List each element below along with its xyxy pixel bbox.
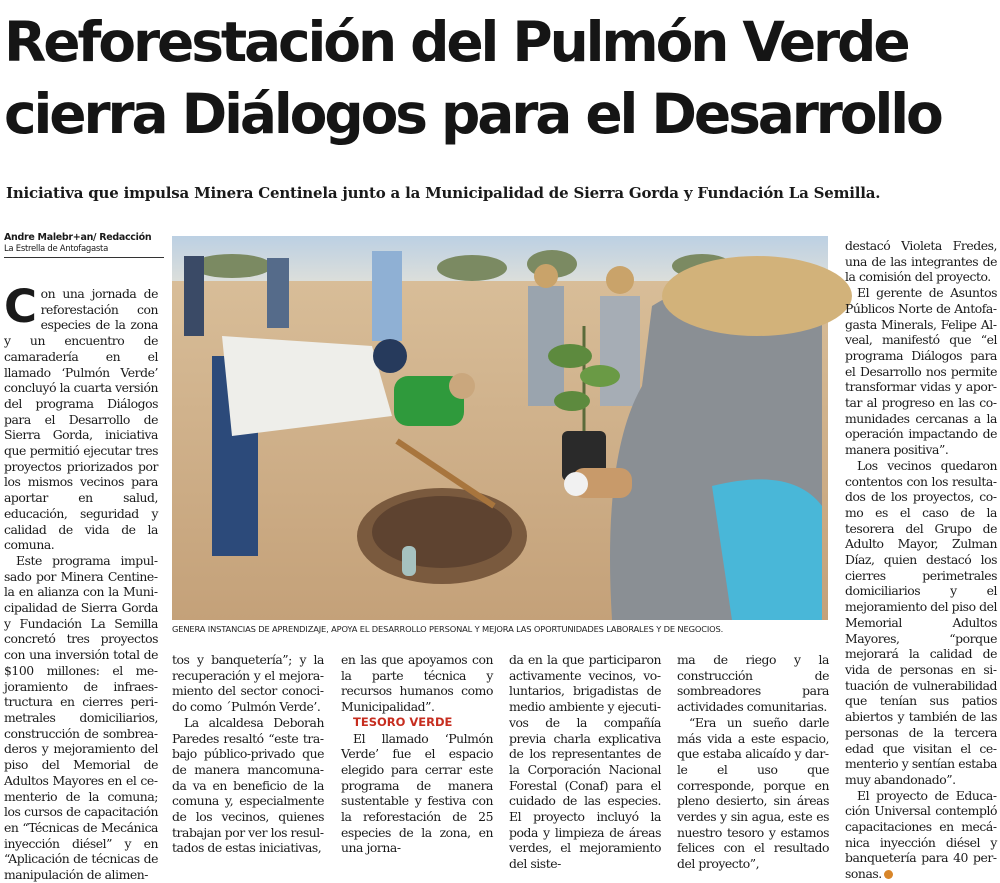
article-paragraph: Los vecinos quedaron contentos con los resultados de los proyectos, como es el caso de la tesorera del Grupo de Adulto Mayor, Zulman Díaz, quien destacó los cierres perimetrales domiciliarios y el mejoramiento del piso del Memorial Adultos Mayores, “porque mejorará la calidad de vida de personas en situación de vulnerabilidad que tenían sus patios abiertos y también de las personas de la tercera edad que visitan el cementerio y sentían estaba muy abandonado”.	[845, 457, 997, 787]
article-column-3	[341, 652, 493, 855]
article-paragraph: ma de riego y la construcción de sombreadores para actividades comunitarias.	[677, 652, 829, 715]
section-heading: TESORO VERDE	[353, 714, 453, 729]
headline-line-2: cierra Diálogos para el Desarrollo	[4, 82, 941, 146]
byline-divider	[4, 257, 164, 258]
byline	[4, 232, 164, 258]
drop-cap: C	[4, 280, 37, 333]
article-column-1	[4, 280, 158, 883]
article-paragraph: tos y banquetería”; y la recuperación y el mejoramiento del sector conocido como ´Pulmón Verde’.	[172, 652, 324, 715]
byline-author: Andre Malebr+an/ Redacción	[4, 232, 152, 243]
headline-line-1: Reforestación del Pulmón Verde	[4, 10, 908, 74]
article-paragraph: El llamado ‘Pulmón Verde’ fue el espacio elegido para cerrar este programa de manera sustentable y festiva con la reforestación de 25 especies de la zona, en una jorna-	[341, 730, 493, 856]
article-photo	[172, 236, 828, 620]
article-paragraph: La alcaldesa Deborah Paredes resaltó “este trabajo público-privado que de manera mancomunada va en beneficio de la comuna y, especialmente de los vecinos, quienes trabajan por ver los resultados de estas iniciativas,	[172, 714, 324, 856]
subheadline: Iniciativa que impulsa Minera Centinela junto a la Municipalidad de Sierra Gorda y Fundación La Semilla.	[6, 184, 881, 202]
irrigation-pipe	[402, 546, 416, 576]
article-column-4	[509, 652, 661, 872]
headline	[4, 6, 998, 150]
article-paragraph: Con una jornada de reforestación con especies de la zona y un encuentro de camaradería en el llamado ‘Pulmón Verde’ concluyó la cuarta versión del programa Diálogos para el Desarrollo de Sierra Gorda, iniciativa que permitió ejecutar tres proyectos priorizados por los mismos vecinos para aportar en salud, educación, seguridad y calidad de vida de la comuna.	[4, 280, 158, 553]
end-mark-icon	[884, 870, 893, 879]
article-column-5	[677, 652, 829, 872]
photo-caption: GENERA INSTANCIAS DE APRENDIZAJE, APOYA EL DESARROLLO PERSONAL Y MEJORA LAS OPORTUNIDADES LABORALES Y DE NEGOCIOS.	[172, 624, 724, 634]
article-column-6	[845, 238, 997, 882]
article-paragraph: El gerente de Asuntos Públicos Norte de Antofagasta Minerals, Felipe Alveal, manifestó que “el programa Diálogos para el Desarrollo nos permite transformar vidas y aportar al progreso en las comunidades cercanas a la operación impactando de manera positiva”.	[845, 285, 997, 458]
article-paragraph: El proyecto de Educación Universal contempló capacitaciones en mecánica inyección diésel y banquetería para 40 personas.	[845, 787, 997, 882]
article-paragraph: da en la que participaron activamente vecinos, voluntarios, brigadistas de medio ambiente y ejecutivos de la compañía previa charla explicativa de los representantes de la Corporación Nacional Forestal (Conaf) para el cuidado de las especies. El proyecto incluyó la poda y limpieza de áreas verdes, el mejoramiento del siste-	[509, 652, 661, 872]
article-paragraph: Este programa impulsado por Minera Centinela en alianza con la Municipalidad de Sierra Gorda y Fundación La Semilla concretó tres proyectos con una inversión total de $100 millones: el mejoramiento de infraestructura en cierres perimetrales domiciliarios, construcción de sombreaderos y mejoramiento del piso del Memorial de Adultos Mayores en el cementerio de la comuna; los cursos de capacitación en “Técnicas de Mecánica inyección diésel” y en “Aplicación de técnicas de manipulación de alimen-	[4, 552, 158, 883]
reforestation-scene-image	[172, 236, 828, 620]
article-column-2	[172, 652, 324, 855]
byline-outlet: La Estrella de Antofagasta	[4, 244, 108, 254]
article-paragraph: destacó Violeta Fredes, una de las integrantes de la comisión del proyecto.	[845, 238, 997, 285]
article-paragraph: “Era un sueño darle más vida a este espacio, que estaba alicaído y darle el uso que corresponde, porque en pleno desierto, sin áreas verdes y sin agua, este es nuestro tesoro y estamos felices con el resultado del proyecto”,	[677, 714, 829, 872]
article-paragraph: en las que apoyamos con la parte técnica y recursos humanos como Municipalidad”.	[341, 652, 493, 715]
